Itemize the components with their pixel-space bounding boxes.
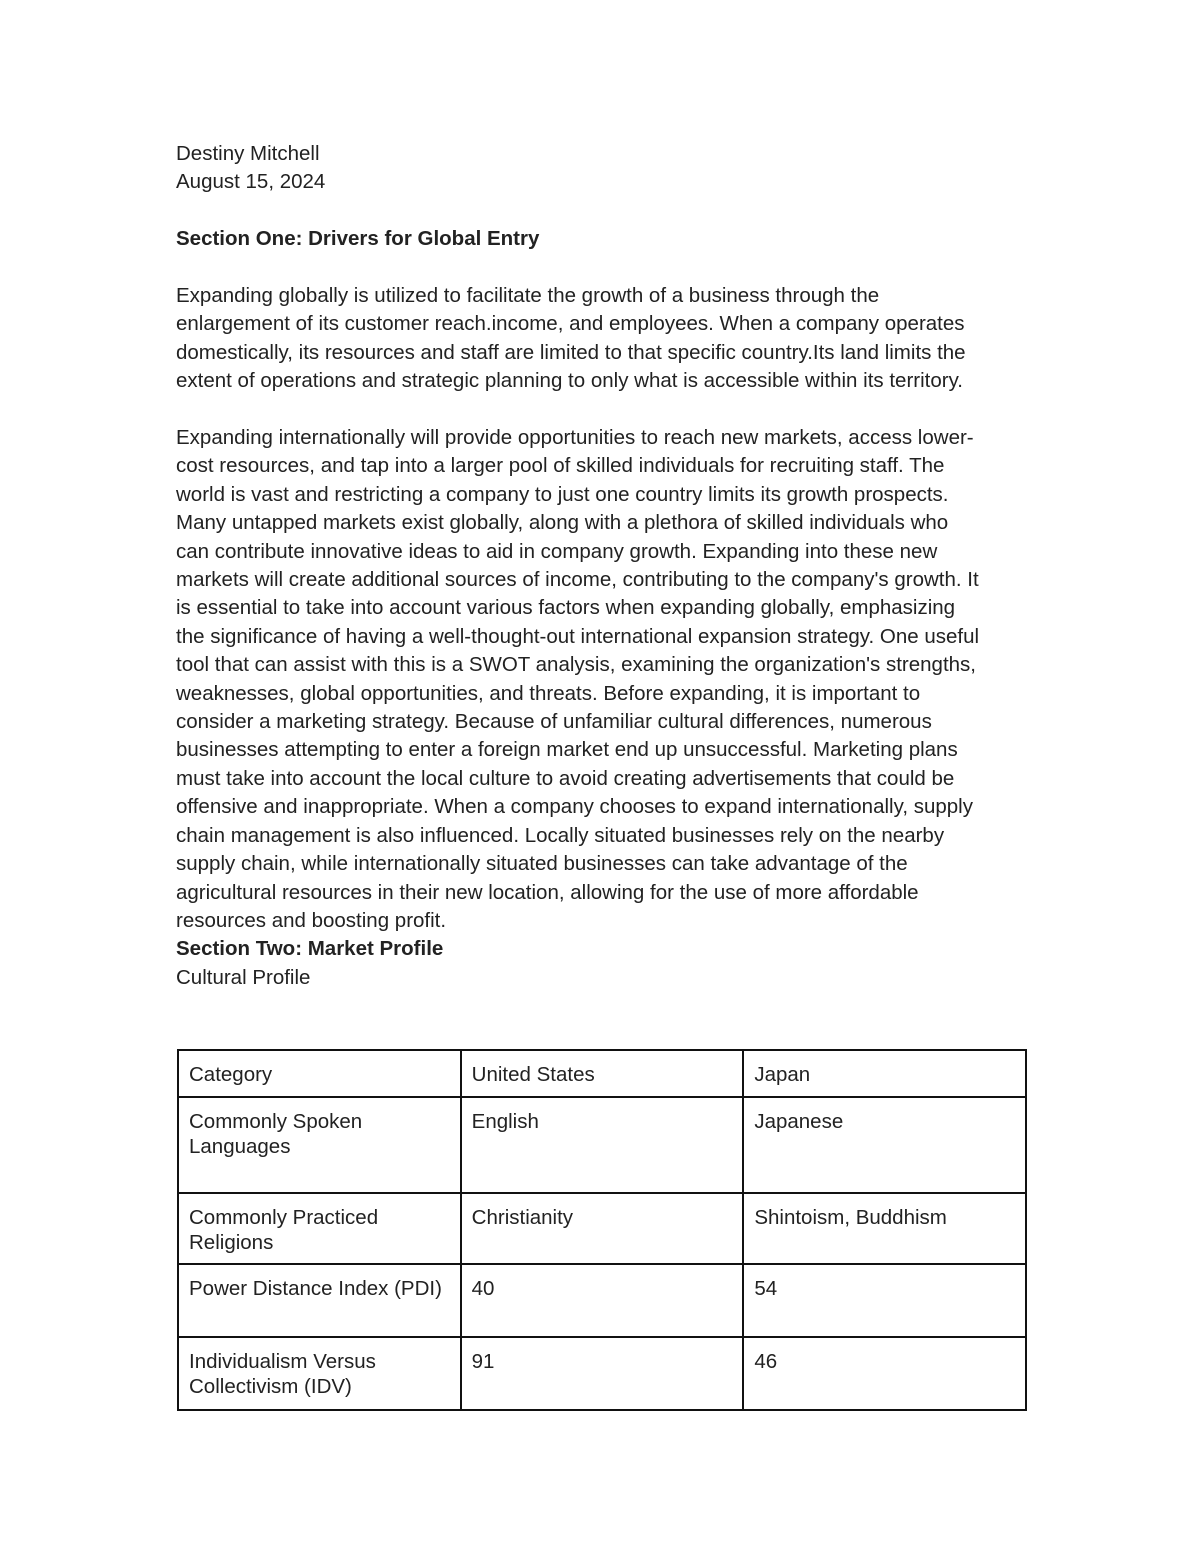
paragraph-line: supply chain, while internationally situated businesses can take advantage of the [176,852,908,876]
table-header-cell: United States [461,1050,744,1097]
paragraph-line: extent of operations and strategic planning to only what is accessible within its territory. [176,369,963,393]
paragraph-line: Expanding globally is utilized to facilitate the growth of a business through the [176,284,880,307]
paragraph-line: is essential to take into account various factors when expanding globally, emphasizing [176,596,956,620]
section-two-heading: Section Two: Market Profile [176,937,444,961]
paragraph-line: world is vast and restricting a company to just one country limits its growth prospects. [176,482,949,506]
paragraph-line: the significance of having a well-thought-out international expansion strategy. One useful [176,624,980,648]
paragraph-line: domestically, its resources and staff are limited to that specific country.Its land limits the [176,340,966,364]
spacer [176,197,1036,225]
table-header-cell: Japan [743,1050,1026,1097]
section-one-heading: Section One: Drivers for Global Entry [176,227,540,251]
document-date: August 15, 2024 [176,170,326,194]
paragraph-line: tool that can assist with this is a SWOT analysis, examining the organization's strengths, [176,653,976,677]
table-row [178,1337,1026,1410]
table-cell: Japanese [743,1097,1026,1193]
table-cell: 54 [743,1264,1026,1337]
spacer [176,396,1036,424]
spacer [176,992,1036,1049]
paragraph-line: must take into account the local culture to avoid creating advertisements that could be [176,766,955,790]
table-cell: 46 [743,1337,1026,1410]
table-cell: 91 [461,1337,744,1410]
table-cell: Power Distance Index (PDI) [178,1264,461,1337]
section-one-paragraph-1 [176,282,1036,396]
paragraph-line: weaknesses, global opportunities, and threats. Before expanding, it is important to [176,681,921,705]
paragraph-line: offensive and inappropriate. When a company chooses to expand internationally, supply [176,795,973,819]
paragraph-line: Many untapped markets exist globally, along with a plethora of skilled individuals who [176,511,949,535]
table-cell: Commonly Practiced Religions [178,1193,461,1264]
table-cell: English [461,1097,744,1193]
table-header-row [178,1050,1026,1097]
paragraph-line: markets will create additional sources of income, contributing to the company's growth. It [176,568,979,592]
paragraph-line: agricultural resources in their new location, allowing for the use of more affordable [176,880,919,904]
table-cell: Individualism Versus Collectivism (IDV) [178,1337,461,1410]
paragraph-line: can contribute innovative ideas to aid in company growth. Expanding into these new [176,539,938,563]
paragraph-line: businesses attempting to enter a foreign market end up unsuccessful. Marketing plans [176,738,958,762]
table-cell: 40 [461,1264,744,1337]
table-row [178,1097,1026,1193]
table-row [178,1264,1026,1337]
paragraph-line: chain management is also influenced. Locally situated businesses rely on the nearby [176,823,945,847]
table-cell: Commonly Spoken Languages [178,1097,461,1193]
paragraph-line: cost resources, and tap into a larger pool of skilled individuals for recruiting staff. The [176,454,945,478]
paragraph-line: enlargement of its customer reach.income, and employees. When a company operates [176,312,965,336]
author-name: Destiny Mitchell [176,142,320,165]
table-cell: Shintoism, Buddhism [743,1193,1026,1264]
section-one-paragraph-2 [176,424,1036,935]
paragraph-line: resources and boosting profit. [176,908,447,932]
paragraph-line: Expanding internationally will provide opportunities to reach new markets, access lower- [176,426,974,450]
spacer [176,254,1036,282]
table-header-cell: Category [178,1050,461,1097]
cultural-profile-subheading: Cultural Profile [176,965,311,989]
paragraph-line: consider a marketing strategy. Because of unfamiliar cultural differences, numerous [176,710,932,734]
table-cell: Christianity [461,1193,744,1264]
cultural-profile-table [177,1049,1027,1411]
document-page [176,140,1036,1411]
table-row [178,1193,1026,1264]
